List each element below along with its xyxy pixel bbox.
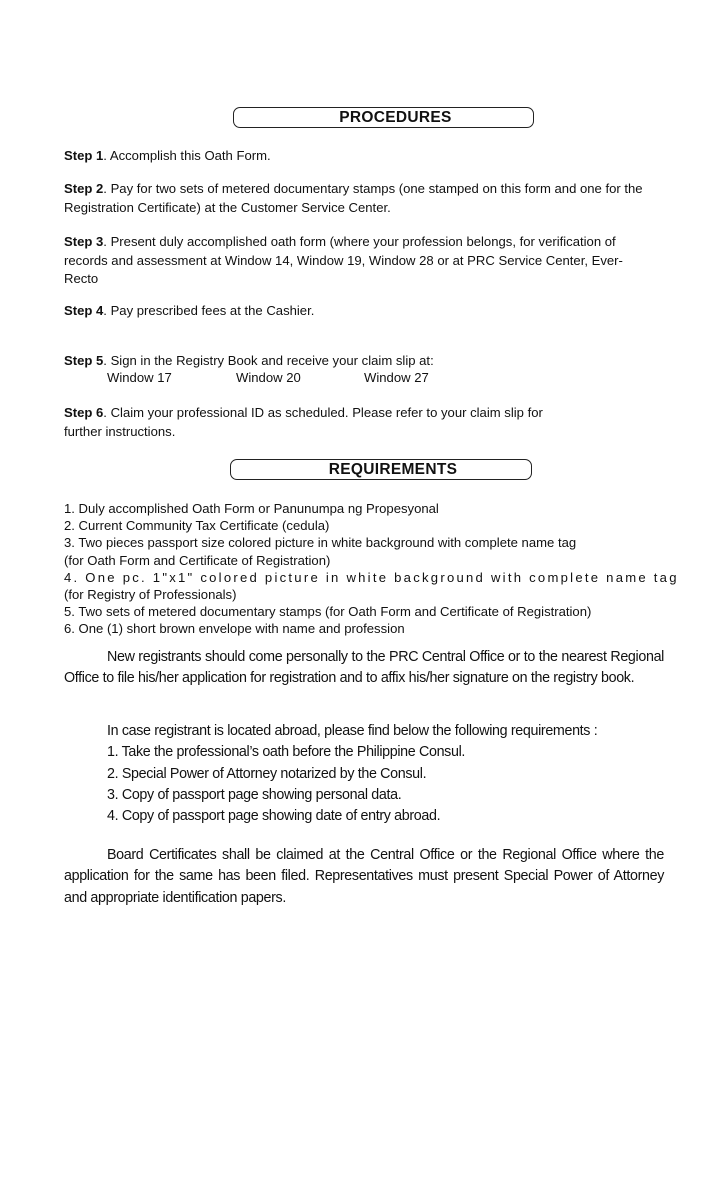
claim-window: Window 17 <box>107 370 172 385</box>
step-text: . Pay prescribed fees at the Cashier. <box>103 303 315 318</box>
list-item: 2. Current Community Tax Certificate (cedula) <box>64 518 330 534</box>
list-item: (for Registry of Professionals) <box>64 587 237 603</box>
step-4 <box>64 302 664 321</box>
step-1 <box>64 147 664 166</box>
list-item: 3. Copy of passport page showing personal data. <box>107 786 402 803</box>
step-label: Step 2 <box>64 181 104 196</box>
board-certificates-paragraph: Board Certificates shall be claimed at the Central Office or the Regional Office where the application for the same has been filed. Representatives must present Special Power of Attorney and appropriate identification papers. <box>64 847 664 906</box>
step-text: . Sign in the Registry Book and receive your claim slip at: <box>103 353 434 368</box>
requirements-heading-box <box>230 459 532 480</box>
step-text: . Accomplish this Oath Form. <box>103 148 271 163</box>
list-item: 4. One pc. 1"x1" colored picture in white background with complete name tag <box>64 569 679 585</box>
step-text: . Present duly accomplished oath form (where your profession belongs, for verification of records and assessment at Window 14, Window 19, Window 28 or at PRC Service Center, Ever-Recto <box>64 234 623 286</box>
procedures-heading: PROCEDURES <box>339 109 452 126</box>
abroad-intro: In case registrant is located abroad, please find below the following requirements : <box>107 723 598 739</box>
procedures-heading-box <box>233 107 534 128</box>
step-5 <box>64 352 664 371</box>
step-text: . Pay for two sets of metered documentary stamps (one stamped on this form and one for the Registration Certificate) at the Customer Service Center. <box>64 181 643 215</box>
list-item: 3. Two pieces passport size colored picture in white background with complete name tag <box>64 535 577 551</box>
list-item: 6. One (1) short brown envelope with name and profession <box>64 621 405 637</box>
step-text: . Claim your professional ID as scheduled. Please refer to your claim slip for further instructions. <box>64 405 543 439</box>
claim-window: Window 27 <box>364 370 429 385</box>
step-6 <box>64 404 584 441</box>
requirements-heading: REQUIREMENTS <box>328 461 458 478</box>
new-registrants-paragraph: New registrants should come personally to the PRC Central Office or to the nearest Regional Office to file his/her application for registration and to affix his/her signature on the registry book. <box>64 649 664 687</box>
step-label: Step 1 <box>64 148 104 163</box>
step-label: Step 3 <box>64 234 104 249</box>
abroad-requirements <box>107 721 667 827</box>
list-item: 2. Special Power of Attorney notarized by the Consul. <box>107 765 427 782</box>
claim-window: Window 20 <box>236 370 301 385</box>
step-label: Step 6 <box>64 405 104 420</box>
list-item: (for Oath Form and Certificate of Registration) <box>64 552 331 568</box>
step-3 <box>64 233 656 289</box>
list-item: 4. Copy of passport page showing date of entry abroad. <box>107 808 441 825</box>
step-label: Step 4 <box>64 303 104 318</box>
list-item: 1. Take the professional’s oath before the Philippine Consul. <box>107 744 466 761</box>
step-2 <box>64 180 664 217</box>
list-item: 5. Two sets of metered documentary stamps (for Oath Form and Certificate of Registration) <box>64 604 592 620</box>
requirements-list <box>64 500 679 638</box>
step-label: Step 5 <box>64 353 104 368</box>
list-item: 1. Duly accomplished Oath Form or Panunumpa ng Propesyonal <box>64 501 439 516</box>
